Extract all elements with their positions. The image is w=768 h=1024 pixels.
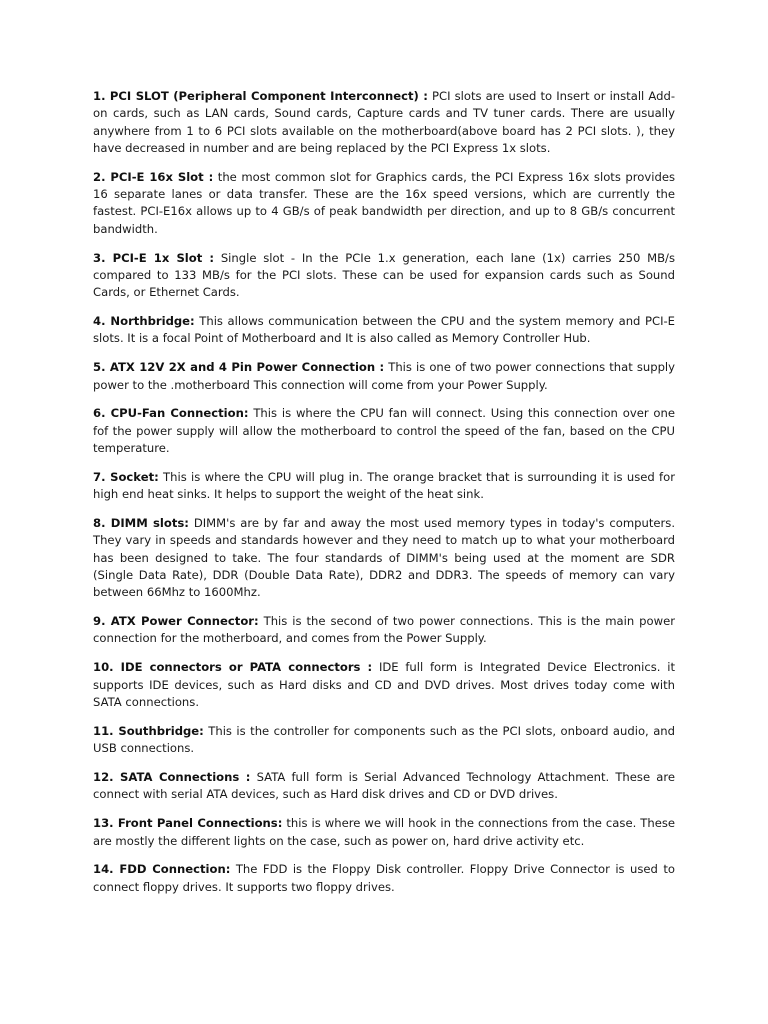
entry-text: Single slot - In the PCIe 1.x generation, each lane (1x) carries 250 MB/s compared to 133 MB/s for the PCI slots. These can be used for expansion cards such as Sound Cards, or Ethernet Cards. xyxy=(93,250,676,300)
entry-term: 10. IDE connectors or PATA connectors : xyxy=(93,660,373,675)
entry-ide-connectors xyxy=(93,659,675,711)
entry-text: PCI slots are used to Insert or install Add-on cards, such as LAN cards, Sound cards, Capture cards and TV tuner cards. There are usually anywhere from 1 to 6 PCI slots available on the motherboard(above board has 2 PCI slots. ), they have decreased in number and are being replaced by the PCI Express 1x slots. xyxy=(93,89,676,155)
entry-term: 2. PCI-E 16x Slot : xyxy=(93,169,214,184)
entry-text: This is the controller for components such as the PCI slots, onboard audio, and USB connections. xyxy=(93,723,676,756)
entry-text: SATA full form is Serial Advanced Technology Attachment. These are connect with serial ATA devices, such as Hard disk drives and CD or DVD drives. xyxy=(93,770,675,802)
entry-term: 9. ATX Power Connector: xyxy=(93,614,259,629)
entry-term: 5. ATX 12V 2X and 4 Pin Power Connection : xyxy=(93,360,385,375)
entry-term: 4. Northbridge: xyxy=(93,314,195,329)
entry-text: This is the second of two power connections. This is the main power connection for the motherboard, and comes from the Power Supply. xyxy=(93,614,675,646)
entry-front-panel-connections xyxy=(93,815,675,850)
entry-atx-power-connector xyxy=(93,613,675,648)
entry-term: 6. CPU-Fan Connection: xyxy=(93,406,249,421)
entry-text: this is where we will hook in the connections from the case. These are mostly the different lights on the case, such as power on, hard drive activity etc. xyxy=(93,816,675,848)
entry-text: This is where the CPU will plug in. The orange bracket that is surrounding it is used for high end heat sinks. It helps to support the weight of the heat sink. xyxy=(93,469,675,502)
entry-text: IDE full form is Integrated Device Electronics. it supports IDE devices, such as Hard disks and CD and DVD drives. Most drives today come with SATA connections. xyxy=(93,660,675,709)
entry-northbridge xyxy=(93,313,675,348)
entry-term: 13. Front Panel Connections: xyxy=(93,816,283,831)
entry-term: 8. DIMM slots: xyxy=(93,516,189,531)
entry-atx-12v-power xyxy=(93,359,675,394)
entry-text: This is where the CPU fan will connect. Using this connection over one fof the power supply will allow the motherboard to control the speed of the fan, based on the CPU temperature. xyxy=(93,406,675,456)
entry-southbridge xyxy=(93,723,675,758)
entry-term: 3. PCI-E 1x Slot : xyxy=(93,250,215,265)
entry-term: 11. Southbridge: xyxy=(93,723,204,738)
entry-term: 12. SATA Connections : xyxy=(93,770,251,785)
entry-pcie-1x-slot xyxy=(93,250,675,302)
entry-term: 7. Socket: xyxy=(93,469,159,484)
entry-pci-slot xyxy=(93,88,675,157)
entry-sata-connections xyxy=(93,769,675,804)
entry-text: DIMM's are by far and away the most used memory types in today's computers. They vary in speeds and standards however and they need to match up to what your motherboard has been designed to take. The four standards of DIMM's being used at the moment are SDR (Single Data Rate), DDR (Double Data Rate), DDR2 and DDR3. The speeds of memory can vary between 66Mhz to 1600Mhz. xyxy=(93,516,676,600)
entry-text: the most common slot for Graphics cards, the PCI Express 16x slots provides 16 separate lanes or data transfer. These are the 16x speed versions, which are currently the fastest. PCI-E16x allows up to 4 GB/s of peak bandwidth per direction, and up to 8 GB/s concurrent bandwidth. xyxy=(93,169,676,236)
entry-term: 14. FDD Connection: xyxy=(93,862,231,877)
entry-socket xyxy=(93,469,675,504)
entry-term: 1. PCI SLOT (Peripheral Component Interconnect) : xyxy=(93,89,428,103)
entry-text: This allows communication between the CPU and the system memory and PCI-E slots. It is a focal Point of Motherboard and It is also called as Memory Controller Hub. xyxy=(93,314,676,346)
entry-pcie-16x-slot xyxy=(93,169,675,238)
entry-cpu-fan xyxy=(93,405,675,457)
entry-dimm-slots xyxy=(93,515,675,601)
entry-fdd-connection xyxy=(93,861,675,896)
entry-text: This is one of two power connections that supply power to the .motherboard This connection will come from your Power Supply. xyxy=(93,360,676,392)
entry-text: The FDD is the Floppy Disk controller. Floppy Drive Connector is used to connect floppy drives. It supports two floppy drives. xyxy=(93,862,675,894)
document-body xyxy=(93,88,675,908)
